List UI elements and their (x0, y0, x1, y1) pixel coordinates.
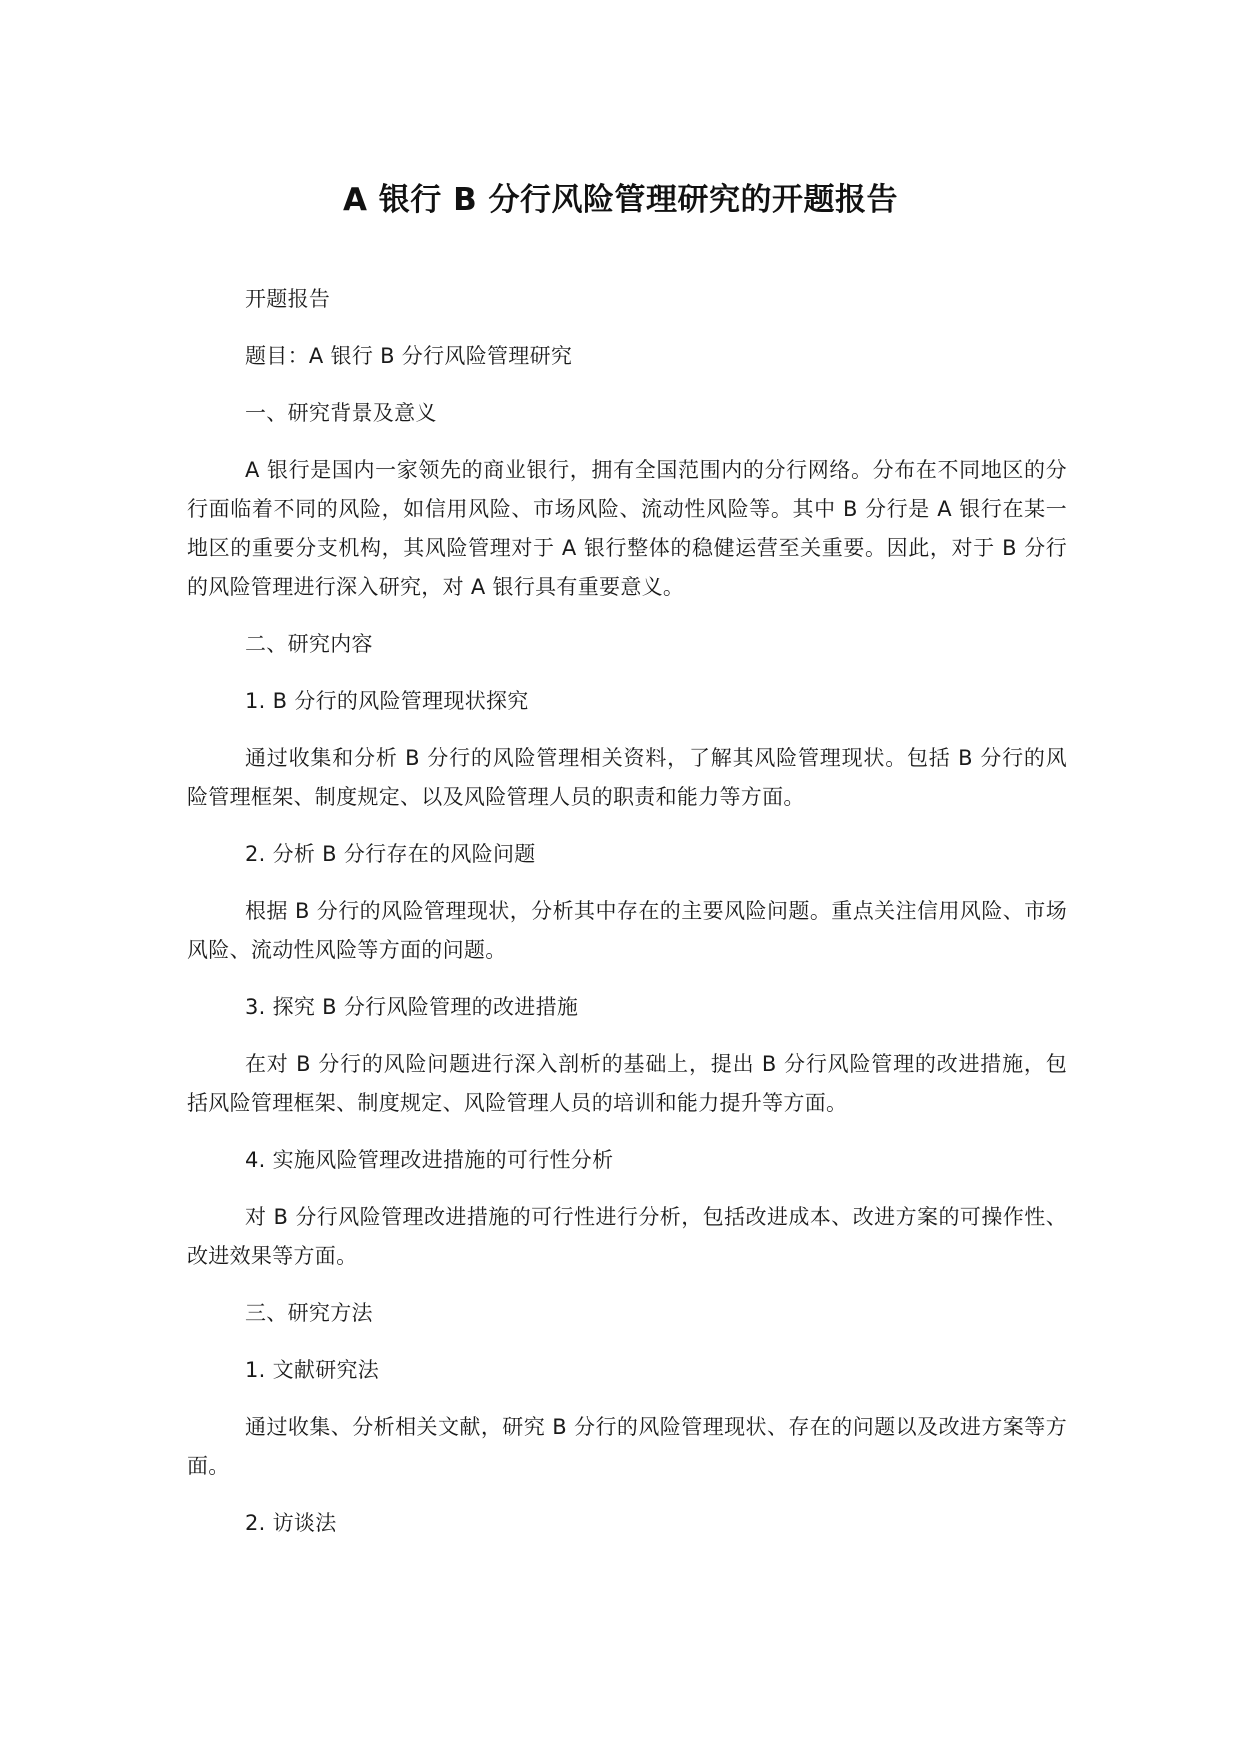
document-body (187, 280, 1067, 1561)
subheading-4: 4. 实施风险管理改进措施的可行性分析 (245, 1148, 614, 1172)
paragraph-3: 在对 B 分行的风险问题进行深入剖析的基础上，提出 B 分行风险管理的改进措施，包括风险管理框架、制度规定、风险管理人员的培训和能力提升等方面。 (187, 1052, 1067, 1115)
document-title: A 银行 B 分行风险管理研究的开题报告 (343, 182, 898, 218)
method-heading-1: 1. 文献研究法 (245, 1358, 380, 1382)
paragraph-report-label: 开题报告 (245, 287, 331, 311)
section-heading-methods: 三、研究方法 (245, 1301, 373, 1325)
paragraph-topic: 题目：A 银行 B 分行风险管理研究 (245, 344, 573, 368)
paragraph-4: 对 B 分行风险管理改进措施的可行性进行分析，包括改进成本、改进方案的可操作性、改进效果等方面。 (187, 1205, 1067, 1268)
paragraph-background: A 银行是国内一家领先的商业银行，拥有全国范围内的分行网络。分布在不同地区的分行面临着不同的风险，如信用风险、市场风险、流动性风险等。其中 B 分行是 A 银行在某一地区的重要分支机构，其风险管理对于 A 银行整体的稳健运营至关重要。因此，对于 B 分行的风险管理进行深入研究，对 A 银行具有重要意义。 (187, 458, 1067, 599)
method-heading-2: 2. 访谈法 (245, 1511, 337, 1535)
subheading-2: 2. 分析 B 分行存在的风险问题 (245, 842, 536, 866)
method-paragraph-1: 通过收集、分析相关文献，研究 B 分行的风险管理现状、存在的问题以及改进方案等方面。 (187, 1415, 1067, 1478)
section-heading-background: 一、研究背景及意义 (245, 401, 437, 425)
paragraph-1: 通过收集和分析 B 分行的风险管理相关资料，了解其风险管理现状。包括 B 分行的风险管理框架、制度规定、以及风险管理人员的职责和能力等方面。 (187, 746, 1067, 809)
paragraph-2: 根据 B 分行的风险管理现状，分析其中存在的主要风险问题。重点关注信用风险、市场风险、流动性风险等方面的问题。 (187, 899, 1067, 962)
subheading-1: 1. B 分行的风险管理现状探究 (245, 689, 529, 713)
section-heading-content: 二、研究内容 (245, 632, 373, 656)
subheading-3: 3. 探究 B 分行风险管理的改进措施 (245, 995, 579, 1019)
